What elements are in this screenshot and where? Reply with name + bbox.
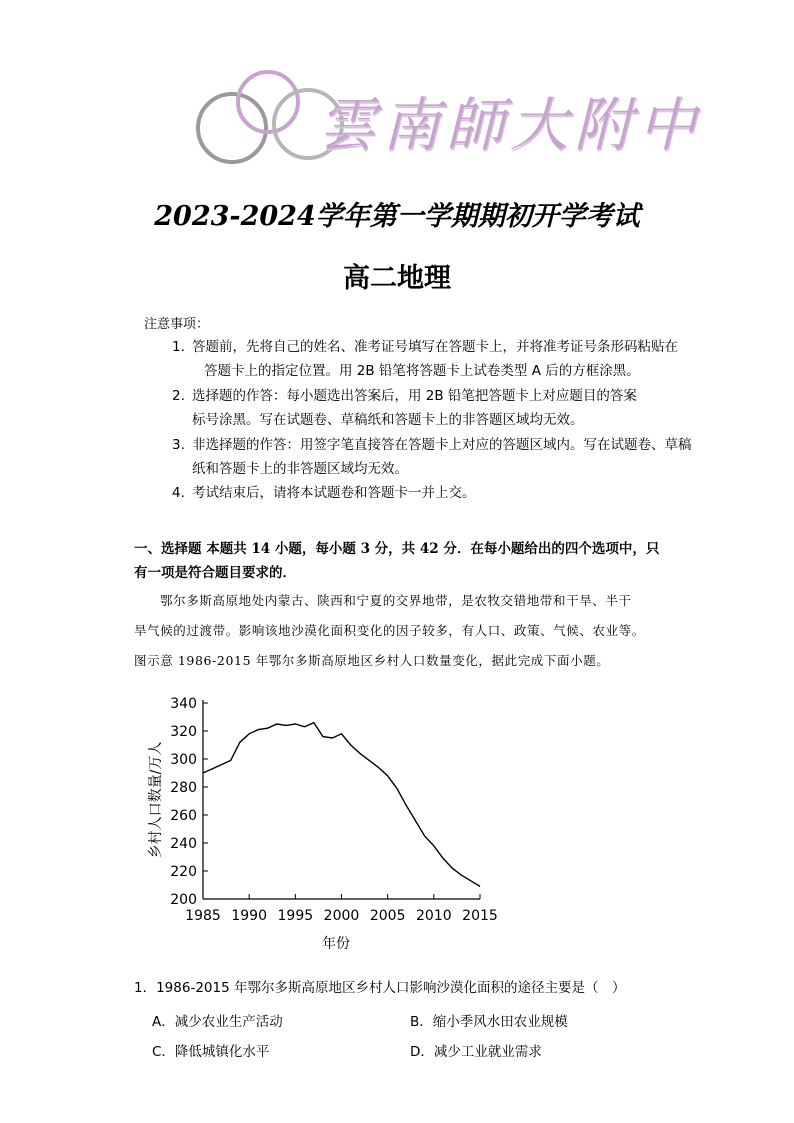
section-instructions	[134, 537, 674, 585]
y-tick-label: 320	[170, 724, 197, 740]
passage-line: 旱气候的过渡带。影响该地沙漠化面积变化的因子较多，有人口、政策、气候、农业等。	[134, 623, 645, 638]
option-a[interactable]: A．减少农业生产活动	[152, 1014, 283, 1030]
passage-line: 图示意 1986-2015 年鄂尔多斯高原地区乡村人口数量变化，据此完成下面小题。	[134, 653, 610, 668]
y-axis-ticks	[170, 696, 208, 908]
notice-item	[172, 481, 476, 505]
notice-item-number: 3.	[172, 437, 185, 453]
rural-population-chart	[140, 690, 510, 960]
chart-axes	[203, 700, 480, 899]
passage-line: 鄂尔多斯高原地处内蒙古、陕西和宁夏的交界地带，是农牧交错地带和干旱、半干	[160, 593, 632, 608]
x-tick-label: 2010	[416, 908, 452, 924]
x-tick-label: 1985	[185, 908, 221, 924]
y-axis-label: 乡村人口数量/万人	[148, 741, 164, 859]
notice-item	[172, 433, 692, 457]
exam-title: 2023-2024学年第一学期期初开学考试	[154, 201, 640, 232]
notice-item-continued: 纸和答题卡上的非答题区域均无效。	[192, 461, 408, 477]
notice-item-number: 2.	[172, 388, 185, 404]
notice-item-text: 选择题的作答：每小题选出答案后，用 2B 铅笔把答题卡上对应题目的答案	[192, 388, 637, 404]
y-tick-label: 200	[170, 892, 197, 908]
logo-text: 雲南師大附中	[318, 91, 703, 159]
y-tick-label: 260	[170, 808, 197, 824]
x-tick-label: 2005	[369, 908, 406, 924]
y-tick-label: 300	[170, 752, 197, 768]
y-tick-label: 280	[170, 780, 197, 796]
x-tick-label: 1990	[231, 908, 267, 924]
notice-item-text: 非选择题的作答：用签字笔直接答在答题卡上对应的答题区域内。写在试题卷、草稿	[192, 437, 692, 453]
y-tick-label: 340	[170, 696, 197, 712]
option-d[interactable]: D．减少工业就业需求	[410, 1044, 542, 1060]
notice-heading: 注意事项：	[144, 317, 210, 332]
question-1-stem: 1．1986-2015 年鄂尔多斯高原地区乡村人口影响沙漠化面积的途径主要是（ ）	[134, 980, 626, 996]
y-tick-label: 240	[170, 836, 197, 852]
section-line: 有一项是符合题目要求的．	[134, 565, 296, 581]
notice-item-continued: 标号涂黑。写在试题卷、草稿纸和答题卡上的非答题区域均无效。	[192, 412, 584, 428]
x-tick-label: 2015	[462, 908, 498, 924]
rural-population-line	[203, 723, 480, 887]
notice-item-text: 答题前，先将自己的姓名、准考证号填写在答题卡上，并将准考证号条形码粘贴在	[192, 339, 678, 355]
notice-item-number: 4.	[172, 485, 185, 501]
y-tick-label: 220	[170, 864, 197, 880]
x-axis-label: 年份	[322, 936, 350, 952]
x-tick-label: 1995	[277, 908, 314, 924]
notice-item	[172, 335, 678, 359]
x-tick-label: 2000	[323, 908, 360, 924]
notice-item-continued: 答题卡上的指定位置。用 2B 铅笔将答题卡上试卷类型 A 后的方框涂黑。	[204, 363, 640, 379]
notice-item	[172, 384, 637, 408]
notice-item-text: 考试结束后，请将本试题卷和答题卡一并上交。	[192, 485, 476, 501]
option-c[interactable]: C．降低城镇化水平	[152, 1044, 270, 1060]
option-b[interactable]: B．缩小季风水田农业规模	[410, 1014, 568, 1030]
exam-subtitle: 高二地理	[343, 263, 451, 294]
logo-ring-purple	[238, 72, 298, 132]
notice-item-number: 1.	[172, 339, 185, 355]
section-line: 一、选择题 本题共 14 小题，每小题 3 分，共 42 分．在每小题给出的四个选项中，只	[134, 541, 660, 557]
